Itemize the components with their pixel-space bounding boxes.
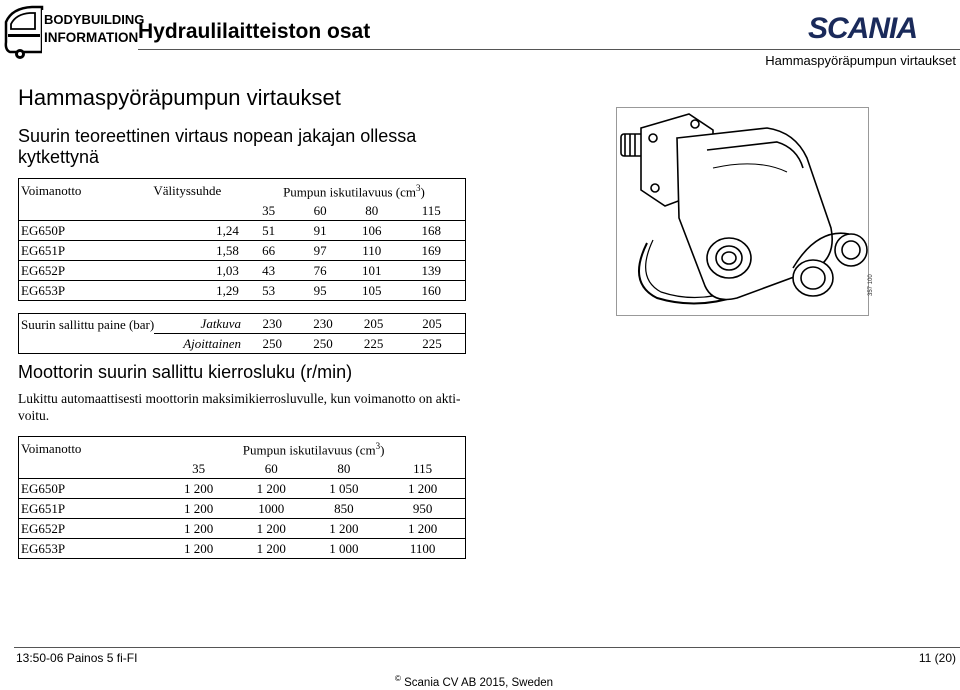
- value-cell: 1 200: [162, 499, 235, 519]
- displacement-header: 115: [413, 461, 433, 477]
- truck-logo-icon: [2, 2, 145, 60]
- value-cell: 66: [243, 241, 295, 261]
- displacement-header: 35: [262, 203, 276, 219]
- value-cell: 1 200: [162, 519, 235, 539]
- page-title: Hammaspyöräpumpun virtaukset: [18, 85, 341, 110]
- value-cell: 1 200: [308, 519, 381, 539]
- displacement-header: 115: [421, 203, 441, 219]
- value-cell: 250: [298, 334, 349, 354]
- pressure-label: Suurin sallittu paine (bar): [21, 317, 155, 332]
- value-cell: 91: [294, 221, 346, 241]
- pto-cell: EG652P: [19, 261, 152, 281]
- value-cell: 105: [346, 281, 398, 301]
- value-cell: 139: [398, 261, 466, 281]
- header-divider: [138, 49, 960, 50]
- table-header-row: [19, 437, 466, 460]
- scania-logo: [808, 12, 956, 45]
- value-cell: 168: [398, 221, 466, 241]
- section-title-rpm: Moottorin suurin sallittu kierrosluku (r/min): [18, 362, 353, 382]
- table-row: [19, 519, 466, 539]
- footer-doc-id: 13:50-06 Painos 5 fi-FI: [16, 651, 138, 665]
- table-row: [19, 221, 466, 241]
- column-header-pto: Voimanotto: [21, 182, 82, 198]
- column-header-ratio: Välityssuhde: [153, 182, 222, 198]
- gear-pump-icon: [617, 108, 868, 315]
- table-row: [19, 499, 466, 519]
- displacement-header: 80: [337, 461, 351, 477]
- copyright-mark: ©: [395, 674, 401, 683]
- rpm-table: [18, 436, 466, 559]
- value-cell: 230: [313, 316, 333, 331]
- pto-cell: EG650P: [19, 221, 152, 241]
- pressure-table: [18, 313, 466, 354]
- section-title-flow: Suurin teoreettinen virtaus nopean jakajan ollessa kytkettynä: [18, 126, 417, 167]
- table-row: [19, 281, 466, 301]
- svg-text:BODYBUILDING: BODYBUILDING: [44, 12, 145, 27]
- gear-pump-illustration: [616, 107, 869, 316]
- value-cell: 1 200: [235, 539, 308, 559]
- displacement-header: 35: [192, 461, 206, 477]
- value-cell: 1 200: [162, 479, 235, 499]
- displacement-header: 60: [313, 203, 327, 219]
- ratio-cell: 1,24: [151, 221, 243, 241]
- value-cell: 225: [348, 334, 399, 354]
- value-cell: 230: [262, 316, 283, 331]
- value-cell: 1 000: [308, 539, 381, 559]
- value-cell: 950: [380, 499, 465, 519]
- value-cell: 95: [294, 281, 346, 301]
- value-cell: 110: [346, 241, 398, 261]
- value-cell: 43: [243, 261, 295, 281]
- ratio-cell: 1,03: [151, 261, 243, 281]
- header-title: Hydraulilaitteiston osat: [138, 20, 371, 43]
- table-row: [19, 479, 466, 499]
- value-cell: 250: [247, 334, 298, 354]
- value-cell: 225: [399, 334, 466, 354]
- value-cell: 1100: [380, 539, 465, 559]
- pto-cell: EG650P: [19, 479, 163, 499]
- mode-cell: Ajoittainen: [154, 334, 247, 354]
- value-cell: 106: [346, 221, 398, 241]
- value-cell: 1 200: [380, 519, 465, 539]
- ratio-cell: 1,58: [151, 241, 243, 261]
- pto-cell: EG653P: [19, 281, 152, 301]
- mode-cell: Jatkuva: [200, 316, 241, 331]
- pto-cell: EG653P: [19, 539, 163, 559]
- table-header-row: [19, 201, 466, 221]
- flow-table: [18, 178, 466, 301]
- value-cell: 850: [308, 499, 381, 519]
- column-header-displacement: Pumpun iskutilavuus $(cm^3)$: [242, 441, 385, 458]
- value-cell: 1 200: [235, 479, 308, 499]
- value-cell: 53: [243, 281, 295, 301]
- column-header-displacement: Pumpun iskutilavuus $(cm^3)$: [283, 183, 425, 200]
- value-cell: 51: [243, 221, 295, 241]
- pto-cell: EG652P: [19, 519, 163, 539]
- bodybuilding-information-logo: [2, 2, 145, 60]
- footer-page-number: 11 (20): [918, 651, 956, 665]
- table-row: [19, 539, 466, 559]
- column-header-pto: Voimanotto: [21, 440, 82, 456]
- value-cell: 97: [294, 241, 346, 261]
- svg-text:SCANIA: SCANIA: [808, 12, 918, 45]
- value-cell: 101: [346, 261, 398, 281]
- table-row: [19, 261, 466, 281]
- value-cell: 169: [398, 241, 466, 261]
- image-code: 357 100: [868, 274, 874, 296]
- pto-cell: EG651P: [19, 499, 163, 519]
- scania-logo-icon: [808, 12, 956, 45]
- table-header-row: [19, 459, 466, 479]
- value-cell: 1 050: [308, 479, 381, 499]
- value-cell: 1 200: [380, 479, 465, 499]
- displacement-header: 80: [365, 203, 379, 219]
- pto-cell: EG651P: [19, 241, 152, 261]
- table-row: [19, 314, 466, 334]
- section-note: Lukittu automaattisesti moottorin maksimikierrosluvulle, kun voimanotto on akti-voitu.: [18, 391, 461, 423]
- svg-text:INFORMATION: INFORMATION: [44, 30, 139, 45]
- value-cell: 1 200: [162, 539, 235, 559]
- header-subtitle: Hammaspyöräpumpun virtaukset: [765, 53, 956, 68]
- footer-divider: [14, 647, 960, 648]
- value-cell: 205: [363, 316, 384, 331]
- value-cell: 205: [422, 316, 442, 331]
- value-cell: 160: [398, 281, 466, 301]
- value-cell: 76: [294, 261, 346, 281]
- footer-copyright: © Scania CV AB 2015, Sweden: [395, 674, 554, 689]
- table-row: [19, 241, 466, 261]
- value-cell: 1 200: [235, 519, 308, 539]
- value-cell: 1000: [235, 499, 308, 519]
- table-header-row: [19, 179, 466, 202]
- displacement-header: 60: [264, 461, 278, 477]
- ratio-cell: 1,29: [151, 281, 243, 301]
